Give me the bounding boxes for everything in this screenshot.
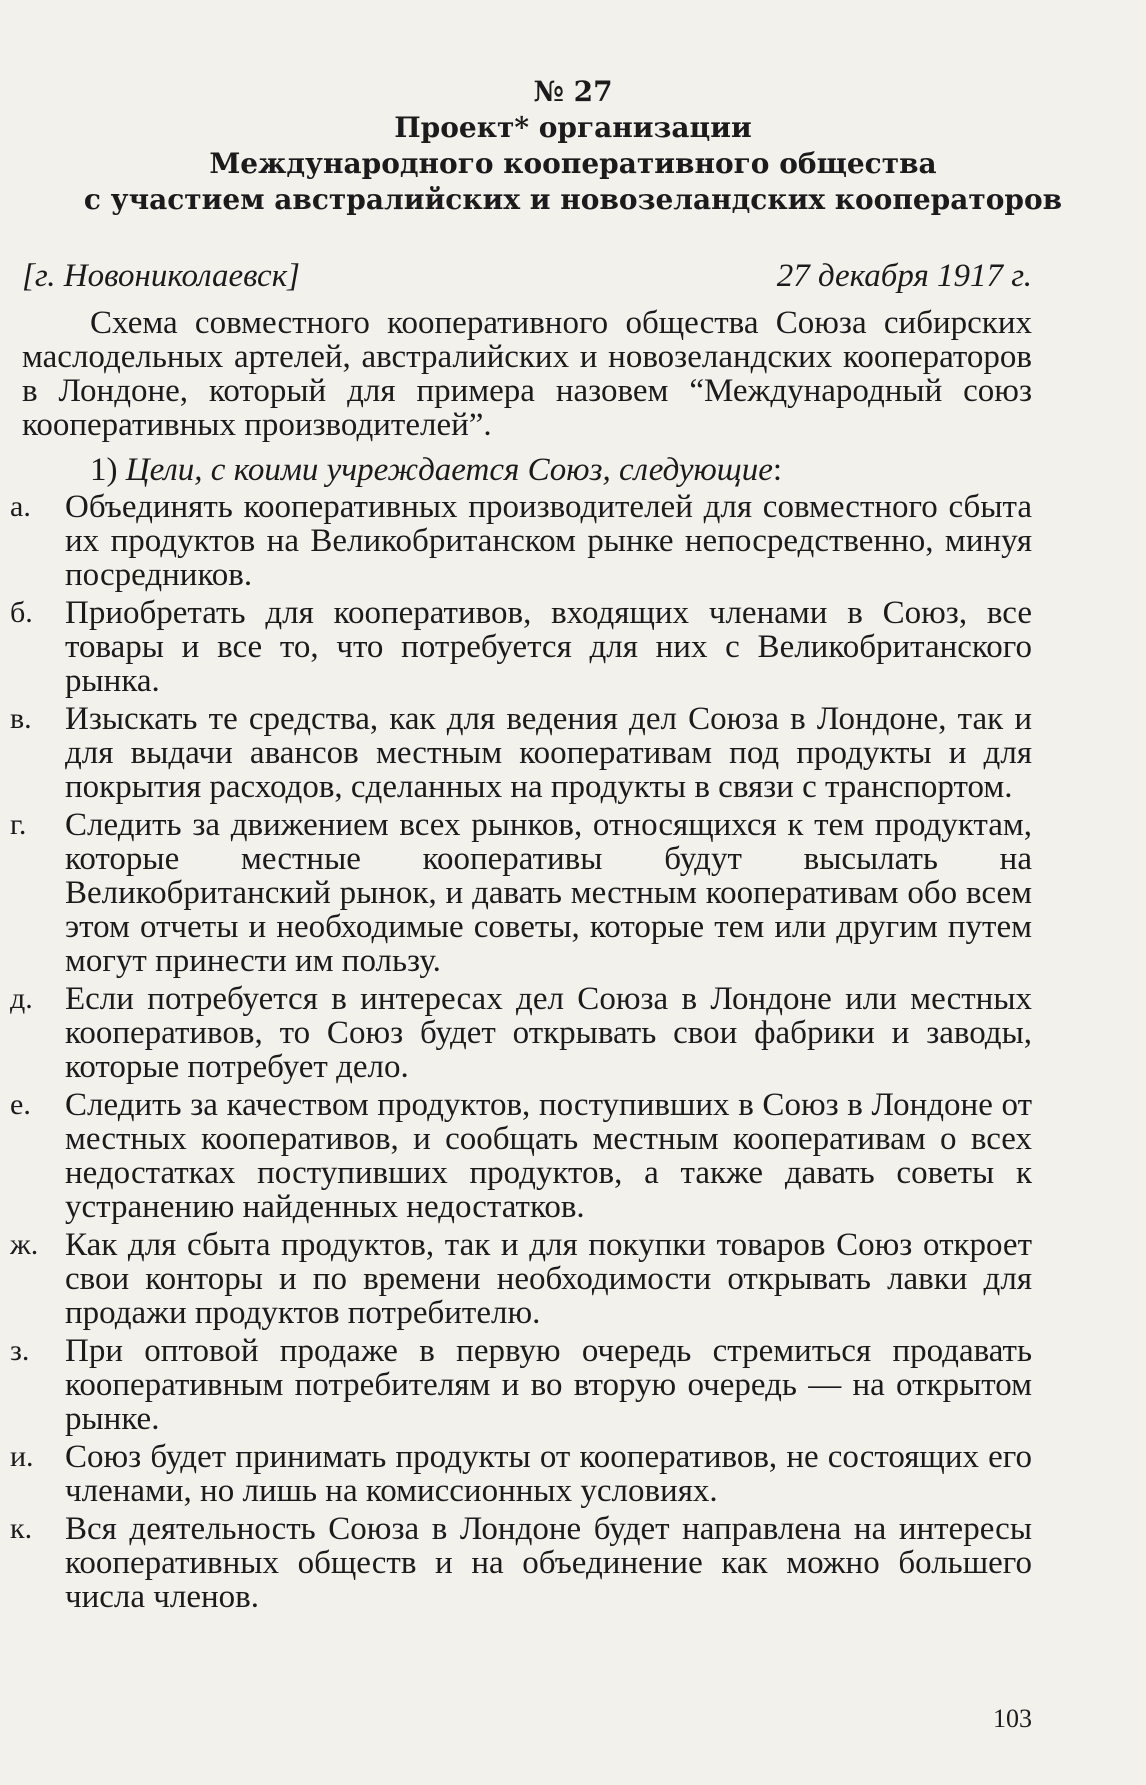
list-item bbox=[10, 1088, 1032, 1224]
document-place: [г. Новониколаевск] bbox=[22, 258, 300, 294]
list-item bbox=[10, 1228, 1032, 1330]
item-text: Вся деятельность Союза в Лондоне будет направлена на интересы кооперативных обществ и на объединение как можно большего числа членов. bbox=[65, 1511, 1032, 1615]
goals-colon: : bbox=[772, 452, 783, 488]
item-marker: б. bbox=[10, 596, 33, 629]
document-number: № 27 bbox=[533, 75, 613, 108]
list-item bbox=[10, 808, 1032, 978]
item-marker: е. bbox=[10, 1088, 31, 1121]
list-item bbox=[10, 596, 1032, 698]
list-item bbox=[10, 490, 1032, 592]
list-item bbox=[10, 982, 1032, 1084]
item-text: Следить за качеством продуктов, поступивших в Союз в Лондоне от местных кооперативов, и сообщать местным кооперативам о всех недостатках поступивших продуктов, а также давать советы к устранению найденных недостатков. bbox=[65, 1087, 1032, 1225]
item-marker: к. bbox=[10, 1512, 33, 1545]
list-item bbox=[10, 1440, 1032, 1508]
item-marker: ж. bbox=[10, 1228, 39, 1261]
item-marker: д. bbox=[10, 982, 33, 1015]
list-item bbox=[10, 1512, 1032, 1614]
item-marker: и. bbox=[10, 1440, 34, 1473]
item-text: Союз будет принимать продукты от кооперативов, не состоящих его членами, но лишь на комиссионных условиях. bbox=[65, 1439, 1032, 1509]
document-title-line-2: Международного кооперативного общества bbox=[209, 147, 937, 180]
list-item bbox=[10, 1334, 1032, 1436]
goals-number: 1) bbox=[90, 452, 118, 488]
intro-paragraph: Схема совместного кооперативного общества Союза сибирских маслодельных артелей, австралийских и новозеландских кооператоров в Лондоне, который для примера назовем “Международный союз кооперативных производителей”. bbox=[22, 305, 1032, 443]
item-marker: а. bbox=[10, 490, 31, 523]
document-title-line-1: Проект* организации bbox=[394, 111, 752, 144]
item-text: Следить за движением всех рынков, относящихся к тем продуктам, которые местные кооперативы будут высылать на Великобританский рынок, и давать местным кооперативам обо всем этом отчеты и необходимые советы, которые тем или другим путем могут принести им пользу. bbox=[65, 807, 1032, 979]
item-text: Объединять кооперативных производителей для совместного сбыта их продуктов на Великобританском рынке непосредственно, минуя посредников. bbox=[65, 489, 1032, 593]
list-item bbox=[10, 702, 1032, 804]
item-text: Как для сбыта продуктов, так и для покупки товаров Союз откроет свои конторы и по времени необходимости открывать лавки для продажи продуктов потребителю. bbox=[65, 1227, 1032, 1331]
item-marker: з. bbox=[10, 1334, 30, 1367]
page-number: 103 bbox=[993, 1704, 1032, 1733]
goals-heading-text: Цели, с коими учреждается Союз, следующие bbox=[125, 452, 773, 488]
item-text: Приобретать для кооперативов, входящих членами в Союз, все товары и все то, что потребуется для них с Великобританского рынка. bbox=[65, 595, 1032, 699]
goals-heading bbox=[22, 453, 1032, 487]
item-marker: в. bbox=[10, 702, 32, 735]
goals-list bbox=[10, 490, 1032, 1618]
item-marker: г. bbox=[10, 808, 27, 841]
item-text: Изыскать те средства, как для ведения дел Союза в Лондоне, так и для выдачи авансов местным кооперативам под продукты и для покрытия расходов, сделанных на продукты в связи с транспортом. bbox=[65, 701, 1032, 805]
document-date: 27 декабря 1917 г. bbox=[776, 258, 1032, 294]
document-heading bbox=[0, 74, 1146, 218]
document-title-line-3: с участием австралийских и новозеландских кооператоров bbox=[83, 183, 1063, 216]
item-text: При оптовой продаже в первую очередь стремиться продавать кооперативным потребителям и во вторую очередь — на открытом рынке. bbox=[65, 1333, 1032, 1437]
item-text: Если потребуется в интересах дел Союза в Лондоне или местных кооперативов, то Союз будет открывать свои фабрики и заводы, которые потребует дело. bbox=[65, 981, 1032, 1085]
